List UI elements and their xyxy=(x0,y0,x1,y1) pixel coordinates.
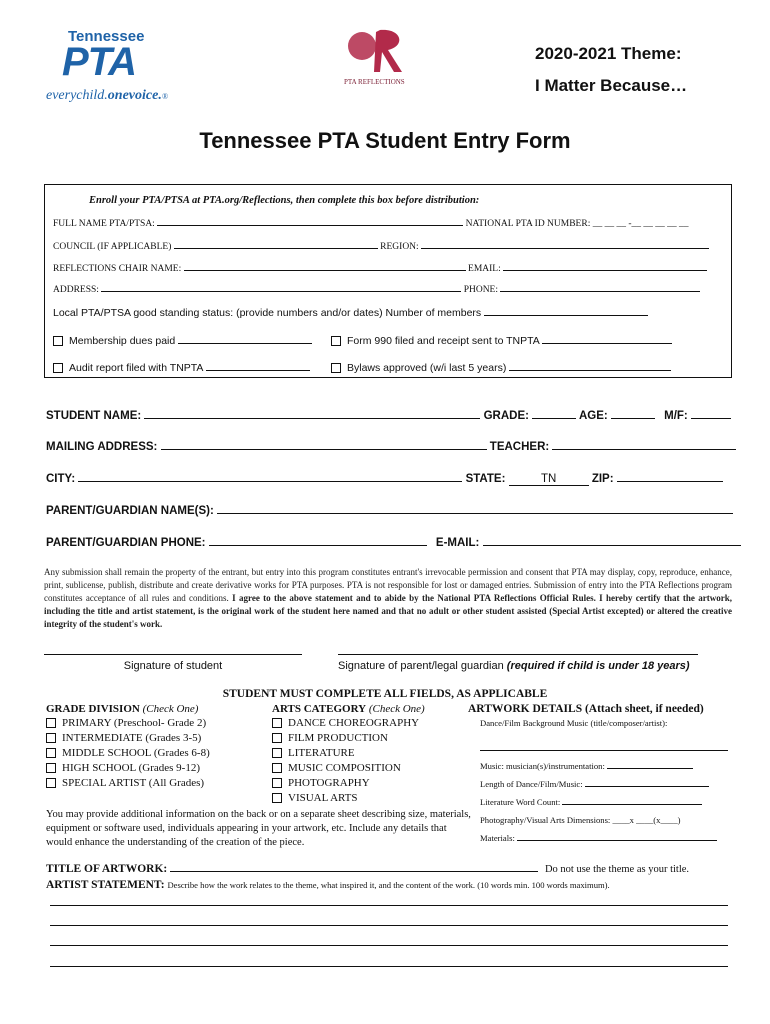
arts-option[interactable] xyxy=(272,791,425,805)
tennessee-pta-logo xyxy=(44,28,194,108)
mailing-field[interactable] xyxy=(161,448,487,450)
student-signature-line[interactable] xyxy=(44,654,302,655)
bylaws-label: Bylaws approved (w/i last 5 years) xyxy=(347,362,507,374)
arts-option[interactable] xyxy=(272,776,425,790)
words-field[interactable] xyxy=(562,803,702,805)
address-field[interactable] xyxy=(101,290,461,292)
arts-checkbox[interactable] xyxy=(272,718,282,728)
mailing-row xyxy=(46,441,736,453)
grade-checkbox[interactable] xyxy=(46,748,56,758)
length-field[interactable] xyxy=(585,785,709,787)
address-row xyxy=(53,285,700,295)
dims-field[interactable]: ____x ____(x____) xyxy=(612,815,681,825)
words-label: Literature Word Count: xyxy=(480,797,561,807)
form990-row xyxy=(331,335,672,347)
city-row xyxy=(46,473,723,486)
chair-field[interactable] xyxy=(184,269,466,271)
teacher-field[interactable] xyxy=(552,448,736,450)
grade-option-label: HIGH SCHOOL (Grades 9-12) xyxy=(62,762,200,774)
arts-option[interactable] xyxy=(272,731,425,745)
audit-checkbox[interactable] xyxy=(53,363,63,373)
arts-category-hint: (Check One) xyxy=(368,703,425,715)
artwork-details-fields xyxy=(480,718,730,843)
logo-state: Tennessee xyxy=(68,28,145,45)
arts-option[interactable] xyxy=(272,746,425,760)
age-field[interactable] xyxy=(611,417,655,419)
dues-field[interactable] xyxy=(178,342,312,344)
statement-line[interactable] xyxy=(50,945,728,946)
phone-label: PHONE: xyxy=(463,285,498,295)
grade-option[interactable] xyxy=(46,731,210,745)
parent-email-field[interactable] xyxy=(483,544,741,546)
page-title: Tennessee PTA Student Entry Form xyxy=(199,128,571,153)
email-label: EMAIL: xyxy=(468,264,501,274)
statement-line[interactable] xyxy=(50,966,728,967)
arts-option-label: LITERATURE xyxy=(288,747,355,759)
national-id-label: NATIONAL PTA ID NUMBER: __ __ __ -__ __ __ __ __ xyxy=(465,219,689,229)
dance-music-field[interactable] xyxy=(480,750,728,751)
theme-line-1: 2020-2021 Theme: xyxy=(535,44,682,63)
full-name-label: FULL NAME PTA/PTSA: xyxy=(53,219,155,229)
parent-signature-text: Signature of parent/legal guardian xyxy=(338,660,504,672)
pta-info-box xyxy=(44,184,732,378)
theme-line-2: I Matter Because… xyxy=(535,76,688,95)
arts-checkbox[interactable] xyxy=(272,733,282,743)
length-label: Length of Dance/Film/Music: xyxy=(480,779,583,789)
full-name-row xyxy=(53,219,689,229)
parent-signature-note: (required if child is under 18 years) xyxy=(506,660,690,672)
student-name-field[interactable] xyxy=(144,417,480,419)
legal-text: Any submission shall remain the property of the entrant, but entry into this program constitutes entrant's irrevocable permission and consent that PTA may display, copy, reproduce, enhance, print, sublicense, publish, distribute and create derivative works for PTA purposes. PTA is not responsible for lost or damaged entries. Submission of entry into the PTA Reflections program constitutes acceptance of all rules and conditions. xyxy=(44,567,732,603)
mf-label: M/F: xyxy=(664,410,688,422)
artwork-details-title: ARTWORK DETAILS (Attach sheet, if needed) xyxy=(468,703,704,715)
zip-field[interactable] xyxy=(617,480,723,482)
materials-label: Materials: xyxy=(480,833,515,843)
title-of-artwork-note: Do not use the theme as your title. xyxy=(544,864,690,875)
artist-statement-note: Describe how the work relates to the theme, what inspired it, and the content of the work. (10 words min. 100 words maximum). xyxy=(167,880,610,890)
dance-music-label: Dance/Film Background Music (title/composer/artist): xyxy=(480,718,668,728)
form990-checkbox[interactable] xyxy=(331,336,341,346)
grade-option-label: PRIMARY (Preschool- Grade 2) xyxy=(62,717,207,729)
parent-names-label: PARENT/GUARDIAN NAME(S): xyxy=(46,505,214,517)
parent-signature-label xyxy=(338,660,690,672)
full-name-field[interactable] xyxy=(157,224,463,226)
reflections-r-icon xyxy=(340,24,420,76)
form990-label: Form 990 filed and receipt sent to TNPTA xyxy=(347,335,540,347)
bylaws-row xyxy=(331,362,671,374)
dues-label: Membership dues paid xyxy=(69,335,176,347)
materials-field[interactable] xyxy=(517,839,717,841)
artist-statement-row xyxy=(46,879,610,891)
logo-tagline: everychild.onevoice.® xyxy=(46,88,168,103)
chair-row xyxy=(53,264,707,274)
grade-checkbox[interactable] xyxy=(46,733,56,743)
teacher-label: TEACHER: xyxy=(489,441,550,453)
city-field[interactable] xyxy=(78,480,462,482)
audit-label: Audit report filed with TNPTA xyxy=(69,362,203,374)
bylaws-field[interactable] xyxy=(509,369,671,371)
student-name-row xyxy=(46,410,731,422)
grade-checkbox[interactable] xyxy=(46,763,56,773)
email-field[interactable] xyxy=(503,269,707,271)
arts-option-label: DANCE CHOREOGRAPHY xyxy=(288,717,420,729)
logo-pta: PTA xyxy=(62,40,137,84)
student-signature-label: Signature of student xyxy=(123,660,223,672)
address-label: ADDRESS: xyxy=(53,285,99,295)
title-of-artwork-field[interactable] xyxy=(170,870,538,872)
grade-option-label: SPECIAL ARTIST (All Grades) xyxy=(62,777,205,789)
arts-option[interactable] xyxy=(272,761,425,775)
parent-phone-label: PARENT/GUARDIAN PHONE: xyxy=(46,537,206,549)
arts-checkbox[interactable] xyxy=(272,763,282,773)
grade-option[interactable] xyxy=(46,776,210,790)
members-field[interactable] xyxy=(484,314,648,316)
audit-row xyxy=(53,362,310,374)
legal-agreement: I agree to the above statement and to abide by the National PTA Reflections Official Rules. I hereby certify that the artwork, including the title and artist statement, is the original work of the student here named and that no adult or other student assisted (Special Artist excepted) or altered the creative integrity of the student's work. xyxy=(44,593,732,629)
grade-option[interactable] xyxy=(46,746,210,760)
audit-field[interactable] xyxy=(206,369,310,371)
parent-names-field[interactable] xyxy=(217,512,733,514)
additional-info-text: You may provide additional information on the back or on a separate sheet describing size, materials, equipment or software used, individuals appearing in your artwork, etc. Include any details that would enhance the understanding of the creation of the piece. xyxy=(46,809,471,848)
region-field[interactable] xyxy=(421,247,709,249)
city-label: CITY: xyxy=(46,473,76,485)
arts-category-title: ARTS CATEGORY xyxy=(272,703,367,715)
parent-signature-line[interactable] xyxy=(338,654,698,655)
music-row xyxy=(480,761,730,771)
phone-field[interactable] xyxy=(500,290,700,292)
parent-phone-field[interactable] xyxy=(209,544,427,546)
materials-row xyxy=(480,833,730,843)
statement-line[interactable] xyxy=(50,925,728,926)
state-field[interactable]: TN xyxy=(509,473,589,486)
pta-reflections-logo xyxy=(340,24,420,90)
arts-option-label: VISUAL ARTS xyxy=(288,792,358,804)
dues-row xyxy=(53,335,312,347)
age-label: AGE: xyxy=(578,410,608,422)
grade-option-label: MIDDLE SCHOOL (Grades 6-8) xyxy=(62,747,210,759)
council-label: COUNCIL (IF APPLICABLE) xyxy=(53,242,172,252)
dims-label: Photography/Visual Arts Dimensions: xyxy=(480,815,611,825)
council-field[interactable] xyxy=(174,247,378,249)
grade-option[interactable] xyxy=(46,761,210,775)
arts-checkbox[interactable] xyxy=(272,793,282,803)
grade-division-section xyxy=(46,703,210,790)
state-label: STATE: xyxy=(465,473,506,485)
grade-division-title: GRADE DIVISION xyxy=(46,703,140,715)
standing-label: Local PTA/PTSA good standing status: (provide numbers and/or dates) Number of members xyxy=(53,307,482,319)
form990-field[interactable] xyxy=(542,342,672,344)
standing-row xyxy=(53,307,648,319)
grade-label: GRADE: xyxy=(483,410,529,422)
arts-category-section xyxy=(272,703,425,805)
bylaws-checkbox[interactable] xyxy=(331,363,341,373)
music-label: Music: musician(s)/instrumentation: xyxy=(480,761,605,771)
grade-option[interactable] xyxy=(46,716,210,730)
title-of-artwork-label: TITLE OF ARTWORK: xyxy=(46,863,168,875)
grade-division-hint: (Check One) xyxy=(142,703,199,715)
chair-label: REFLECTIONS CHAIR NAME: xyxy=(53,264,182,274)
grade-checkbox[interactable] xyxy=(46,718,56,728)
arts-option-label: FILM PRODUCTION xyxy=(288,732,388,744)
zip-label: ZIP: xyxy=(591,473,614,485)
region-label: REGION: xyxy=(380,242,419,252)
arts-option-label: MUSIC COMPOSITION xyxy=(288,762,401,774)
dims-row xyxy=(480,815,730,825)
arts-checkbox[interactable] xyxy=(272,778,282,788)
grade-checkbox[interactable] xyxy=(46,778,56,788)
grade-field[interactable] xyxy=(532,417,576,419)
student-name-label: STUDENT NAME: xyxy=(46,410,142,422)
legal-statement xyxy=(44,566,732,631)
council-row xyxy=(53,242,709,252)
statement-line[interactable] xyxy=(50,905,728,906)
reflections-label: PTA REFLECTIONS xyxy=(344,78,405,86)
pta-box-heading: Enroll your PTA/PTSA at PTA.org/Reflections, then complete this box before distribution: xyxy=(89,195,480,206)
title-of-artwork-row xyxy=(46,863,689,875)
complete-fields-banner: STUDENT MUST COMPLETE ALL FIELDS, AS APPLICABLE xyxy=(222,688,548,700)
dues-checkbox[interactable] xyxy=(53,336,63,346)
grade-option-label: INTERMEDIATE (Grades 3-5) xyxy=(62,732,202,744)
mailing-label: MAILING ADDRESS: xyxy=(46,441,158,453)
length-row xyxy=(480,779,730,789)
words-row xyxy=(480,797,730,807)
mf-field[interactable] xyxy=(691,417,731,419)
artist-statement-label: ARTIST STATEMENT: xyxy=(46,879,165,891)
arts-checkbox[interactable] xyxy=(272,748,282,758)
arts-option-label: PHOTOGRAPHY xyxy=(288,777,370,789)
parent-email-label: E-MAIL: xyxy=(435,537,480,549)
parent-names-row xyxy=(46,505,733,517)
music-field[interactable] xyxy=(607,767,693,769)
parent-phone-row xyxy=(46,537,741,549)
arts-option[interactable] xyxy=(272,716,425,730)
